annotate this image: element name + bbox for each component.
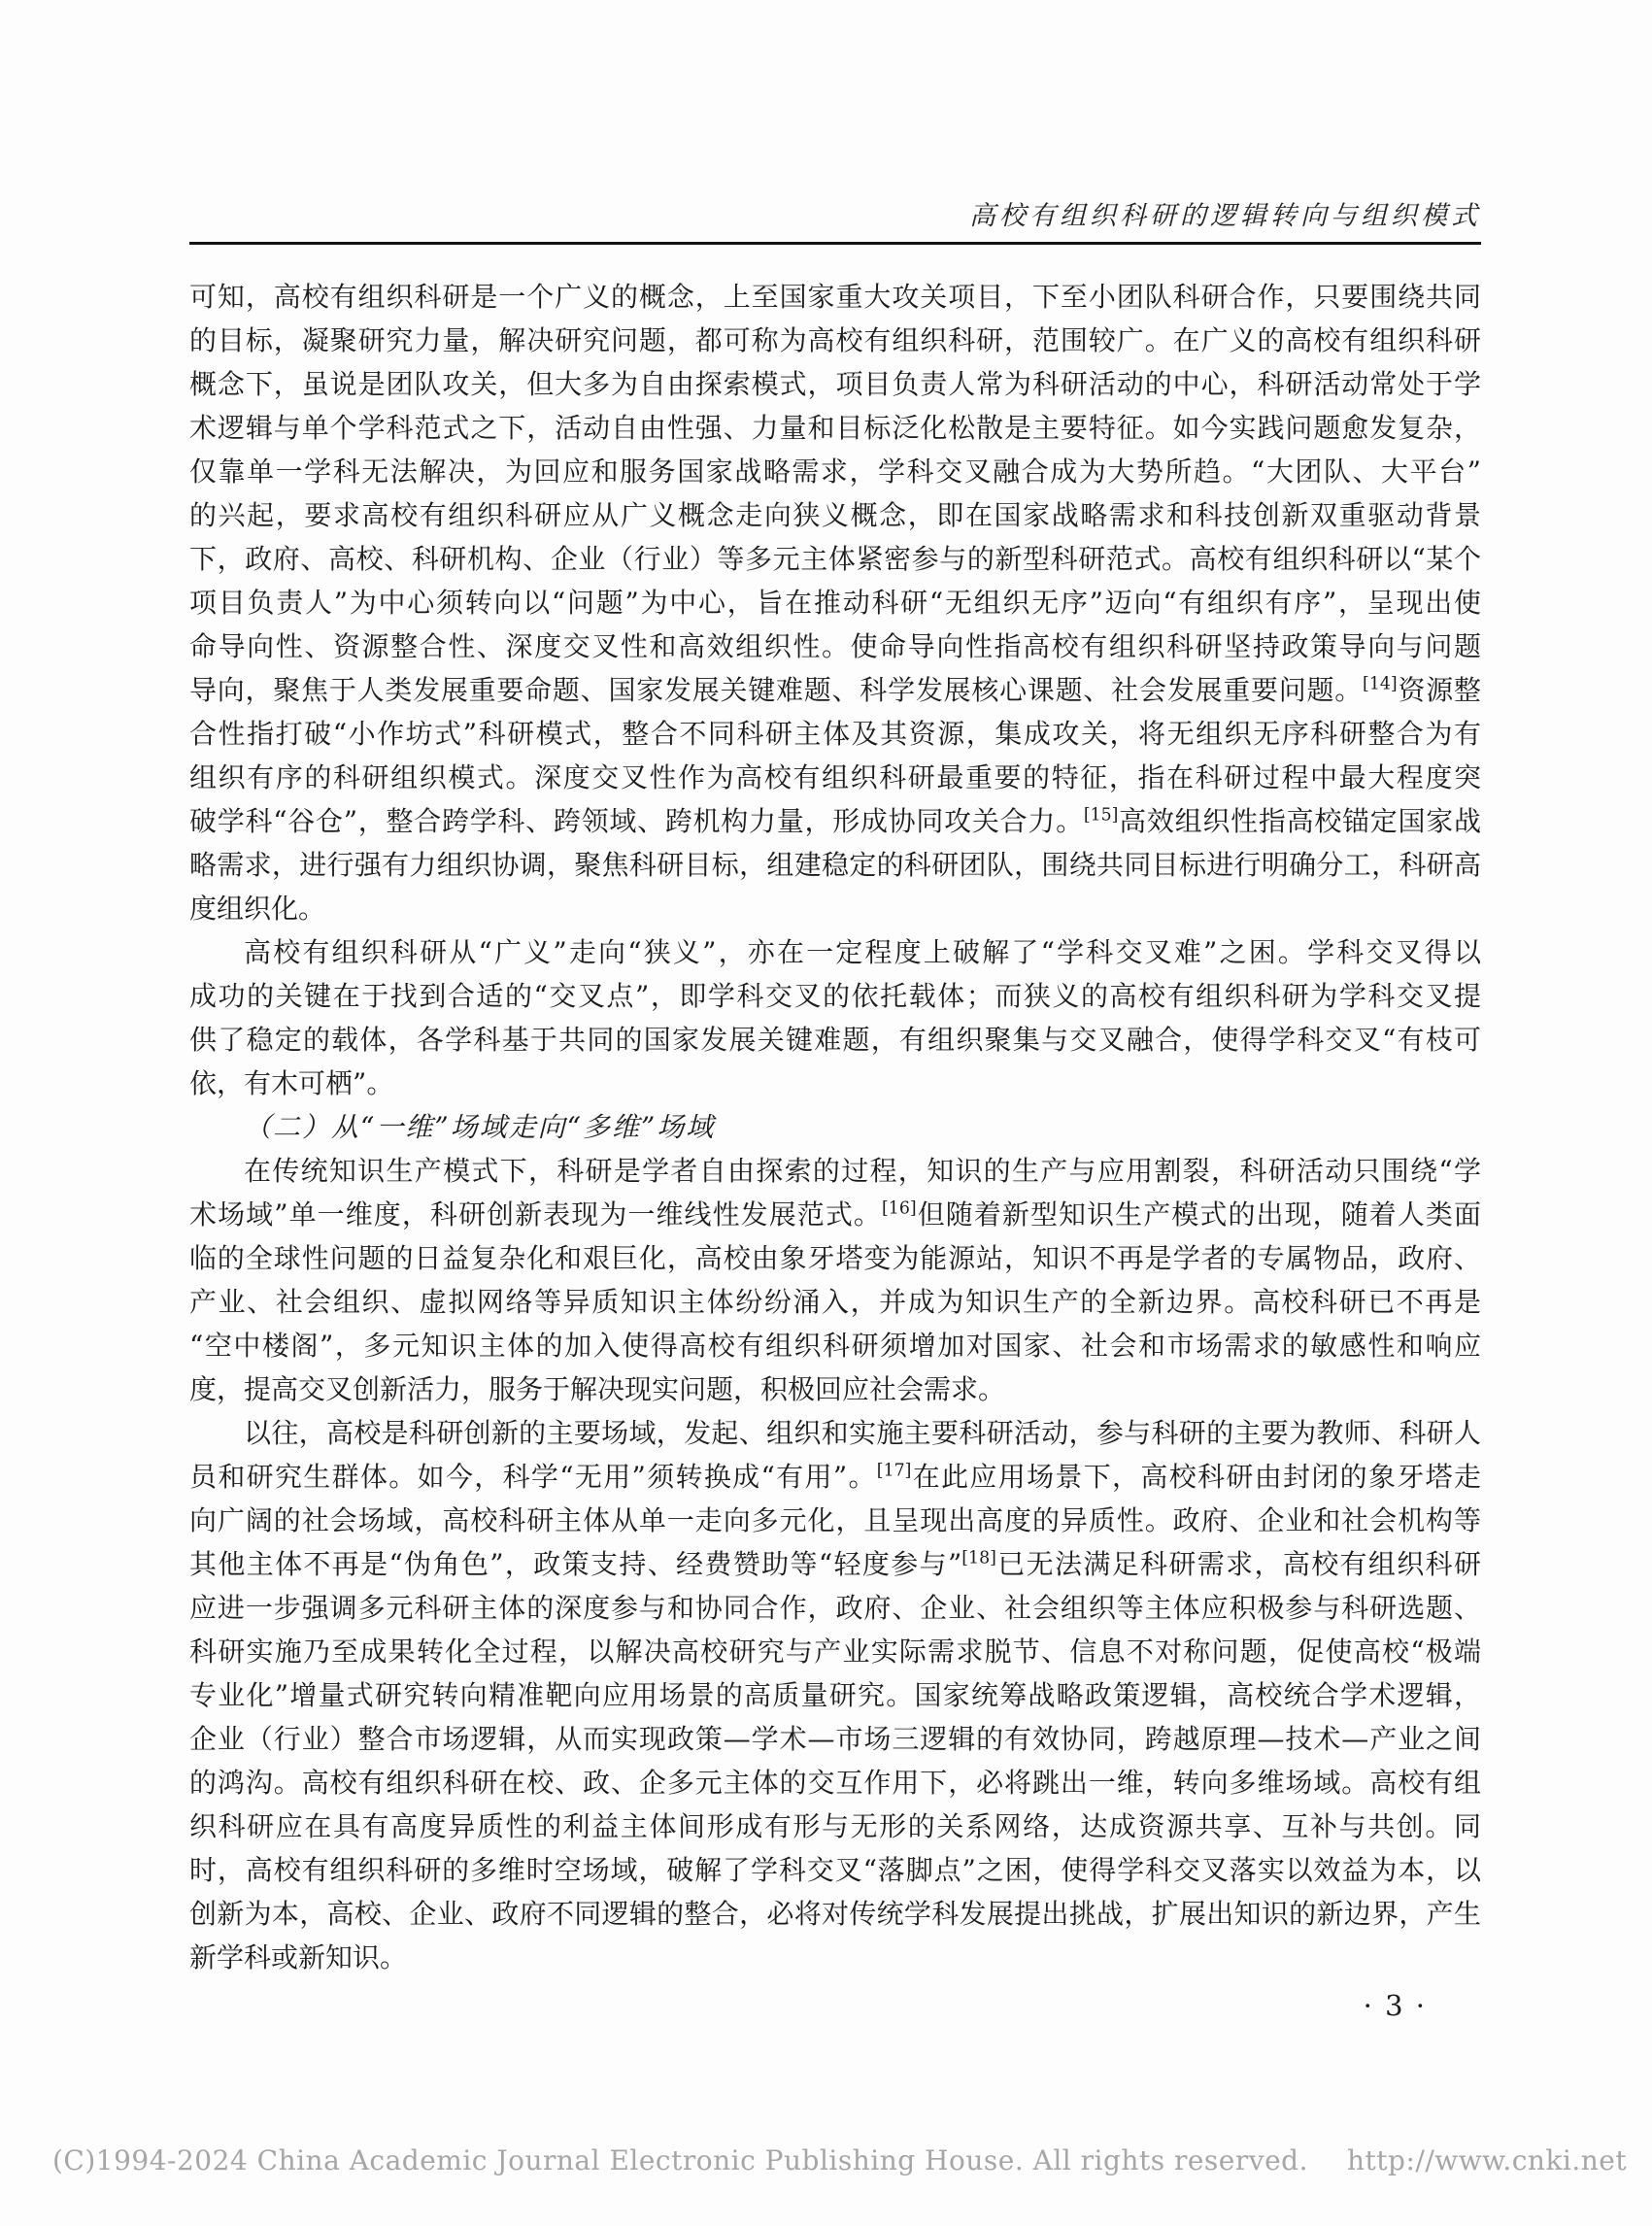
text-line: 织科研应在具有高度异质性的利益主体间形成有形与无形的关系网络，达成资源共享、互补与共创。同 — [189, 1810, 1481, 1842]
text-line: 向广阔的社会场域，高校科研主体从单一走向多元化，且呈现出高度的异质性。政府、企业和社会机构等 — [189, 1504, 1481, 1536]
text-line: 员和研究生群体。如今，科学“无用”须转换成“有用”。[17]在此应用场景下，高校科研由封闭的象牙塔走 — [189, 1461, 1481, 1493]
text-line: 时，高校有组织科研的多维时空场域，破解了学科交叉“落脚点”之困，使得学科交叉落实以效益为本，以 — [189, 1854, 1481, 1886]
footnote-ref: [15] — [1083, 805, 1119, 826]
text-line: 概念下，虽说是团队攻关，但大多为自由探索模式，项目负责人常为科研活动的中心，科研活动常处于学 — [189, 368, 1481, 400]
text-line: 科研实施乃至成果转化全过程，以解决高校研究与产业实际需求脱节、信息不对称问题，促使高校“极端 — [189, 1636, 1481, 1668]
header-rule — [189, 242, 1481, 245]
footer-url: http://www.cnki.net — [1346, 2144, 1628, 2176]
text-line: 合性指打破“小作坊式”科研模式，整合不同科研主体及其资源，集成攻关，将无组织无序科研整合为有 — [189, 718, 1481, 750]
page-header — [189, 200, 1481, 245]
text-line: 略需求，进行强有力组织协调，聚焦科研目标，组建稳定的科研团队，围绕共同目标进行明确分工，科研高 — [189, 849, 1481, 881]
text-line: 下，政府、高校、科研机构、企业（行业）等多元主体紧密参与的新型科研范式。高校有组织科研以“某个 — [189, 543, 1481, 575]
text-line: 术场域”单一维度，科研创新表现为一维线性发展范式。[16]但随着新型知识生产模式的出现，随着人类面 — [189, 1198, 1481, 1231]
text-line: 可知，高校有组织科研是一个广义的概念，上至国家重大攻关项目，下至小团队科研合作，只要围绕共同 — [189, 281, 1481, 313]
text-line: 应进一步强调多元科研主体的深度参与和协同合作，政府、企业、社会组织等主体应积极参与科研选题、 — [189, 1592, 1481, 1624]
text-line: 产业、社会组织、虚拟网络等异质知识主体纷纷涌入，并成为知识生产的全新边界。高校科研已不再是 — [189, 1286, 1481, 1318]
text-line: 命导向性、资源整合性、深度交叉性和高效组织性。使命导向性指高校有组织科研坚持政策导向与问题 — [189, 630, 1481, 662]
text-line: 导向，聚焦于人类发展重要命题、国家发展关键难题、科学发展核心课题、社会发展重要问题。[14]资源整 — [189, 674, 1481, 706]
running-title: 高校有组织科研的逻辑转向与组织模式 — [969, 201, 1481, 231]
text-line: 成功的关键在于找到合适的“交叉点”，即学科交叉的依托载体；而狭义的高校有组织科研为学科交叉提 — [189, 980, 1481, 1012]
text-line: 破学科“谷仓”，整合跨学科、跨领域、跨机构力量，形成协同攻关合力。[15]高效组织性指高校锚定国家战 — [189, 805, 1481, 837]
text-line: 供了稳定的载体，各学科基于共同的国家发展关键难题，有组织聚集与交叉融合，使得学科交叉“有枝可 — [189, 1024, 1481, 1056]
text-line: 在传统知识生产模式下，科研是学者自由探索的过程，知识的生产与应用割裂，科研活动只围绕“学 — [244, 1155, 1481, 1187]
section-heading: （二）从“一维”场域走向“多维”场域 — [244, 1111, 716, 1143]
text-line: 的鸿沟。高校有组织科研在校、政、企多元主体的交互作用下，必将跳出一维，转向多维场域。高校有组 — [189, 1767, 1481, 1799]
text-line: 术逻辑与单个学科范式之下，活动自由性强、力量和目标泛化松散是主要特征。如今实践问题愈发复杂， — [189, 412, 1481, 444]
text-line: 依，有木可栖”。 — [189, 1067, 394, 1099]
text-line: 项目负责人”为中心须转向以“问题”为中心，旨在推动科研“无组织无序”迈向“有组织有序”，呈现出使 — [189, 587, 1481, 619]
footnote-ref: [16] — [882, 1198, 917, 1219]
text-line: 的目标，凝聚研究力量，解决研究问题，都可称为高校有组织科研，范围较广。在广义的高校有组织科研 — [189, 324, 1481, 356]
document-page — [189, 0, 1481, 2022]
footnote-ref: [14] — [1363, 674, 1398, 694]
text-line: 高校有组织科研从“广义”走向“狭义”，亦在一定程度上破解了“学科交叉难”之困。学科交叉得以 — [244, 936, 1481, 968]
text-line: “空中楼阁”，多元知识主体的加入使得高校有组织科研须增加对国家、社会和市场需求的敏感性和响应 — [189, 1330, 1481, 1362]
page-number: · 3 · — [1363, 1989, 1427, 2022]
article-body — [189, 275, 1481, 1979]
text-line: 度，提高交叉创新活力，服务于解决现实问题，积极回应社会需求。 — [189, 1373, 1006, 1405]
copyright-text: (C)1994-2024 China Academic Journal Electronic Publishing House. All rights reserved. — [52, 2144, 1308, 2176]
footnote-ref: [18] — [961, 1548, 996, 1568]
text-line: 组织有序的科研组织模式。深度交叉性作为高校有组织科研最重要的特征，指在科研过程中最大程度突 — [189, 761, 1481, 793]
text-line: 专业化”增量式研究转向精准靶向应用场景的高质量研究。国家统筹战略政策逻辑，高校统合学术逻辑， — [189, 1679, 1481, 1711]
copyright-footer — [52, 2144, 1627, 2176]
text-line: 创新为本，高校、企业、政府不同逻辑的整合，必将对传统学科发展提出挑战，扩展出知识的新边界，产生 — [189, 1898, 1481, 1930]
text-line: 以往，高校是科研创新的主要场域，发起、组织和实施主要科研活动，参与科研的主要为教师、科研人 — [244, 1417, 1481, 1449]
text-line: 新学科或新知识。 — [189, 1941, 408, 1973]
text-line: 的兴起，要求高校有组织科研应从广义概念走向狭义概念，即在国家战略需求和科技创新双重驱动背景 — [189, 499, 1481, 531]
text-line: 度组织化。 — [189, 893, 326, 925]
text-line: 企业（行业）整合市场逻辑，从而实现政策—学术—市场三逻辑的有效协同，跨越原理—技术—产业之间 — [189, 1723, 1481, 1755]
text-line: 仅靠单一学科无法解决，为回应和服务国家战略需求，学科交叉融合成为大势所趋。“大团队、大平台” — [189, 455, 1481, 488]
text-line: 其他主体不再是“伪角色”，政策支持、经费赞助等“轻度参与”[18]已无法满足科研需求，高校有组织科研 — [189, 1548, 1481, 1580]
text-line: 临的全球性问题的日益复杂化和艰巨化，高校由象牙塔变为能源站，知识不再是学者的专属物品，政府、 — [189, 1242, 1481, 1274]
footnote-ref: [17] — [876, 1461, 912, 1481]
